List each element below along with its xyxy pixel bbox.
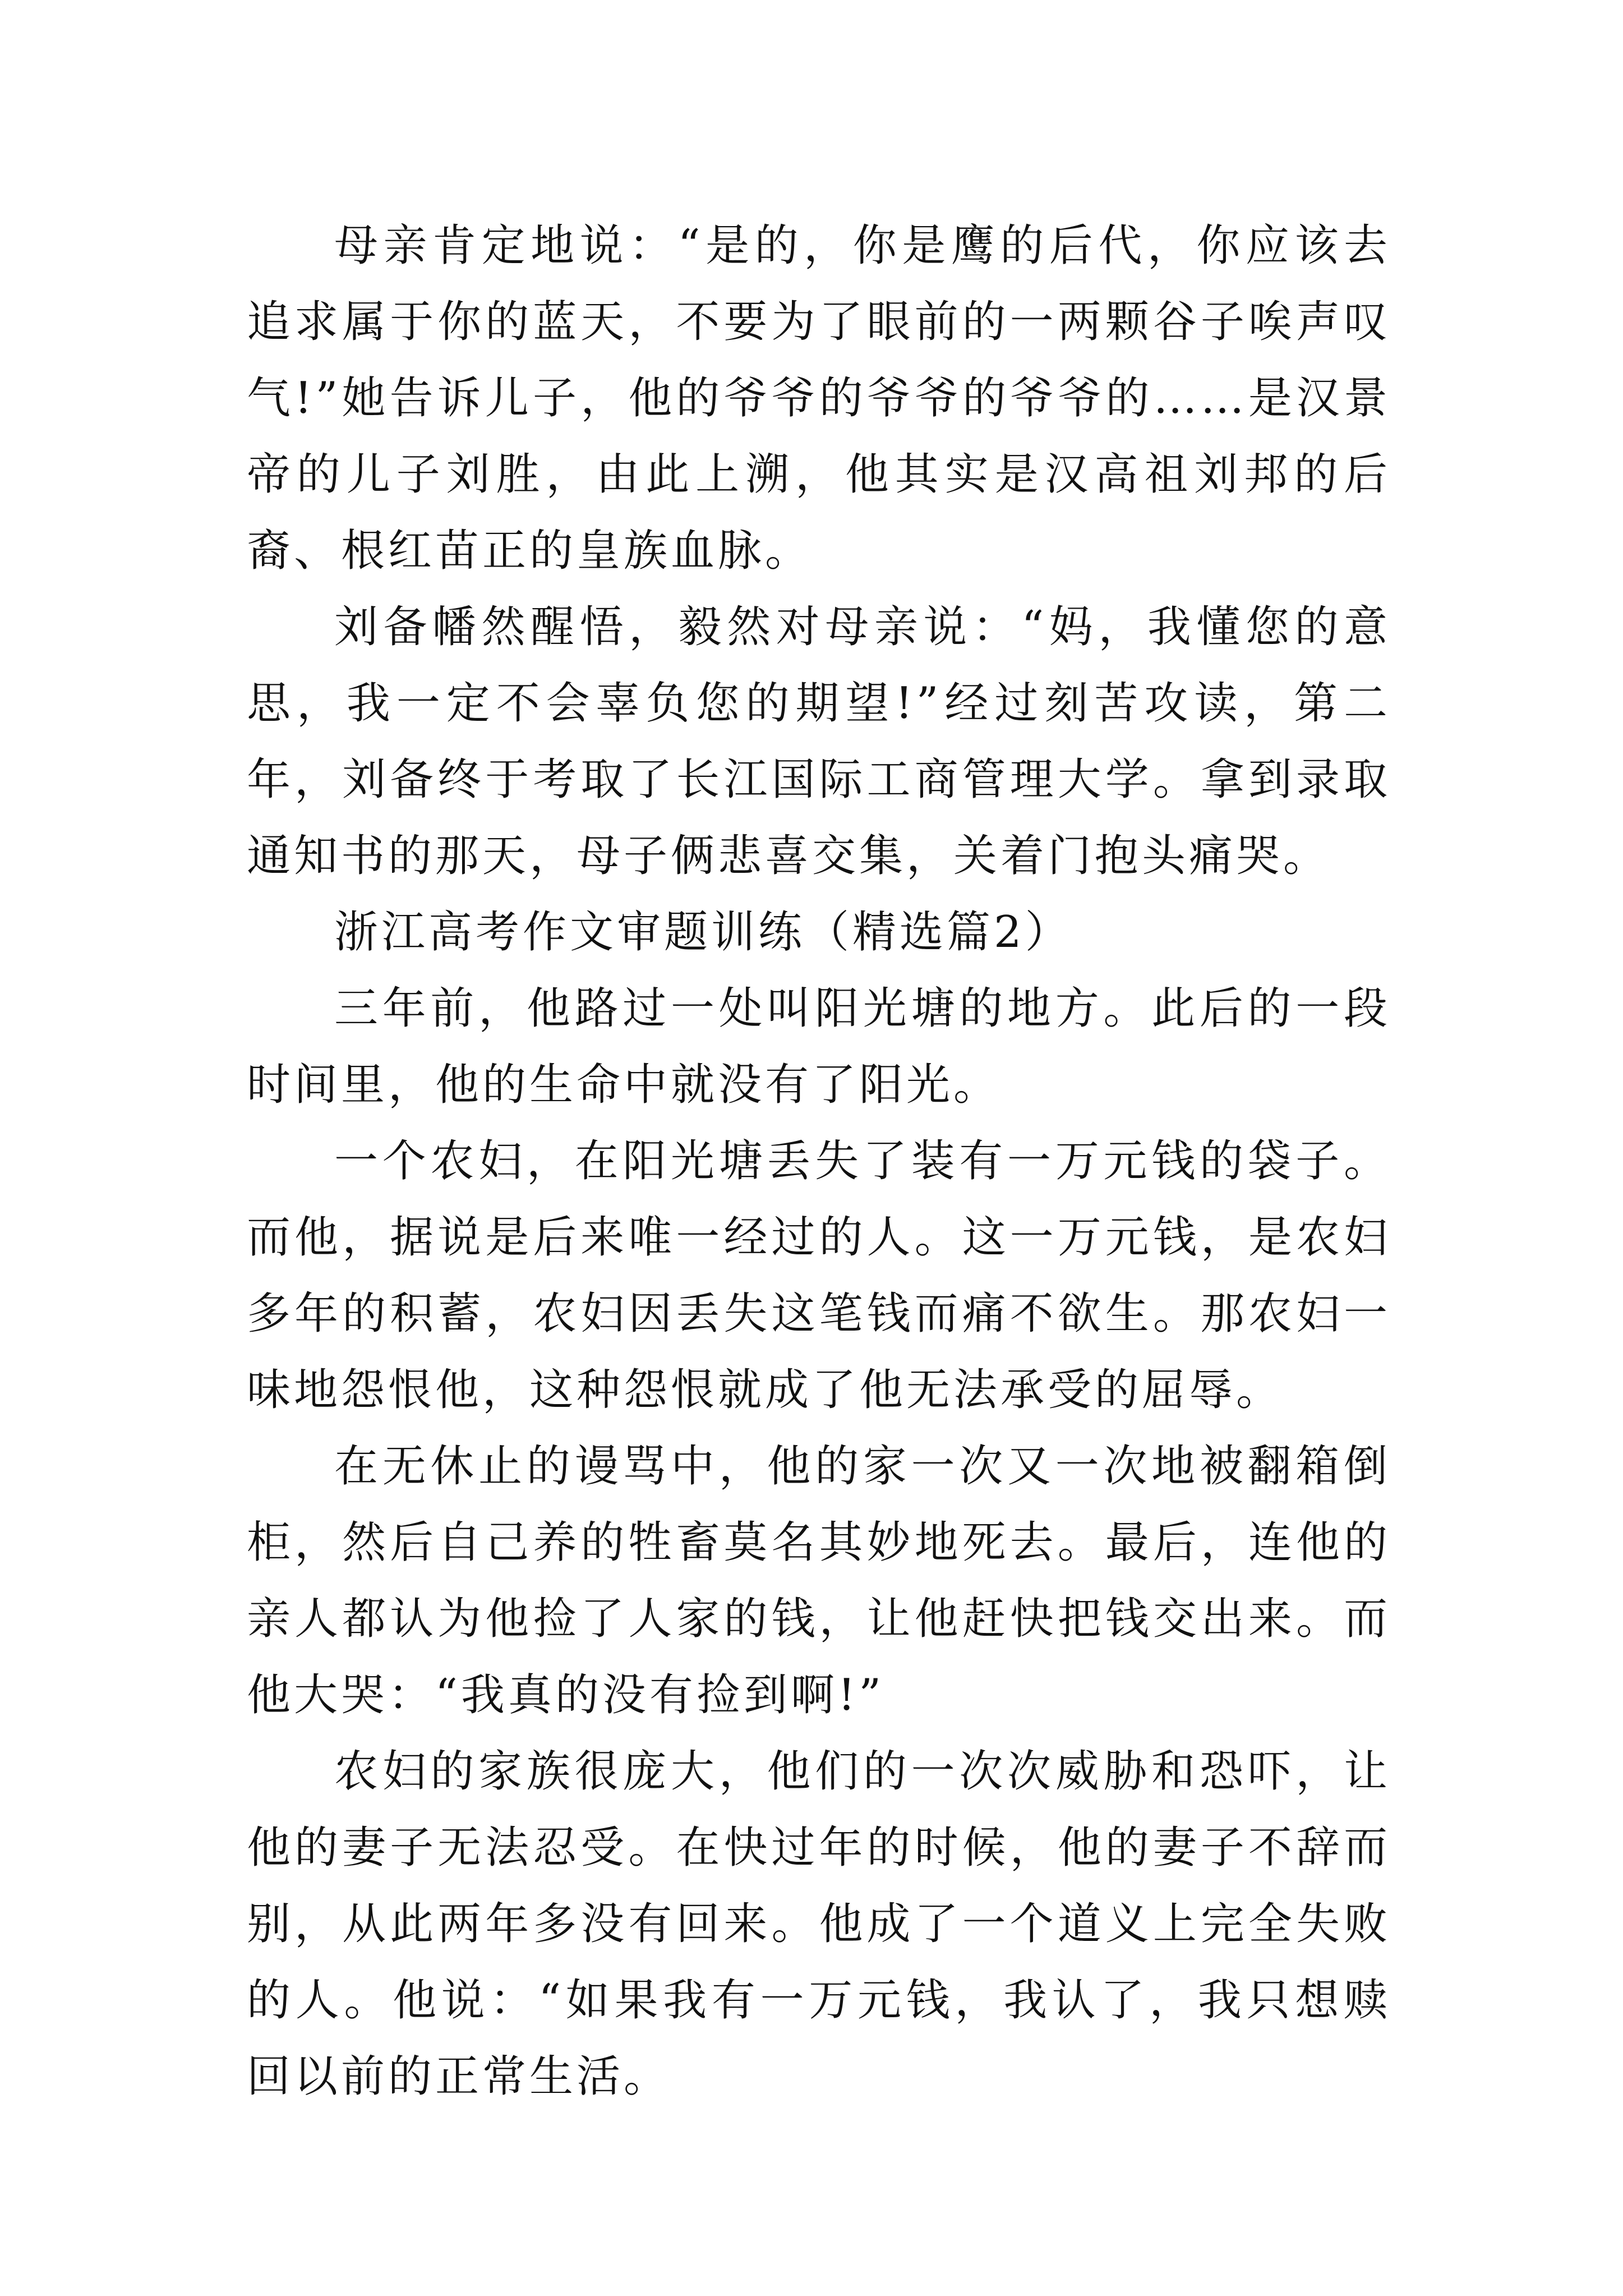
paragraph: 在无休止的谩骂中，他的家一次又一次地被翻箱倒柜，然后自己养的牲畜莫名其妙地死去。最后，连他的亲人都认为他捡了人家的钱，让他赶快把钱交出来。而他大哭：“我真的没有捡到啊!” (247, 1441, 1391, 1720)
paragraph: 农妇的家族很庞大，他们的一次次威胁和恐吓，让他的妻子无法忍受。在快过年的时候，他的妻子不辞而别，从此两年多没有回来。他成了一个道义上完全失败的人。他说：“如果我有一万元钱，我认了，我只想赎回以前的正常生活。 (247, 1746, 1391, 2102)
paragraph: 母亲肯定地说：“是的，你是鹰的后代，你应该去追求属于你的蓝天，不要为了眼前的一两颗谷子唉声叹气!”她告诉儿子，他的爷爷的爷爷的爷爷的……是汉景帝的儿子刘胜，由此上溯，他其实是汉高祖刘邦的后裔、根红苗正的皇族血脉。 (247, 220, 1391, 576)
paragraph: 一个农妇，在阳光塘丢失了装有一万元钱的袋子。而他，据说是后来唯一经过的人。这一万元钱，是农妇多年的积蓄，农妇因丢失这笔钱而痛不欲生。那农妇一味地怨恨他，这种怨恨就成了他无法承受的屈辱。 (247, 1136, 1391, 1415)
section-heading: 浙江高考作文审题训练（精选篇2） (334, 907, 1072, 958)
paragraph: 刘备幡然醒悟，毅然对母亲说：“妈，我懂您的意思，我一定不会辜负您的期望!”经过刻苦攻读，第二年，刘备终于考取了长江国际工商管理大学。拿到录取通知书的那天，母子俩悲喜交集，关着门抱头痛哭。 (247, 602, 1391, 881)
paragraph: 三年前，他路过一处叫阳光塘的地方。此后的一段时间里，他的生命中就没有了阳光。 (247, 983, 1391, 1110)
document-body (247, 208, 1391, 2115)
